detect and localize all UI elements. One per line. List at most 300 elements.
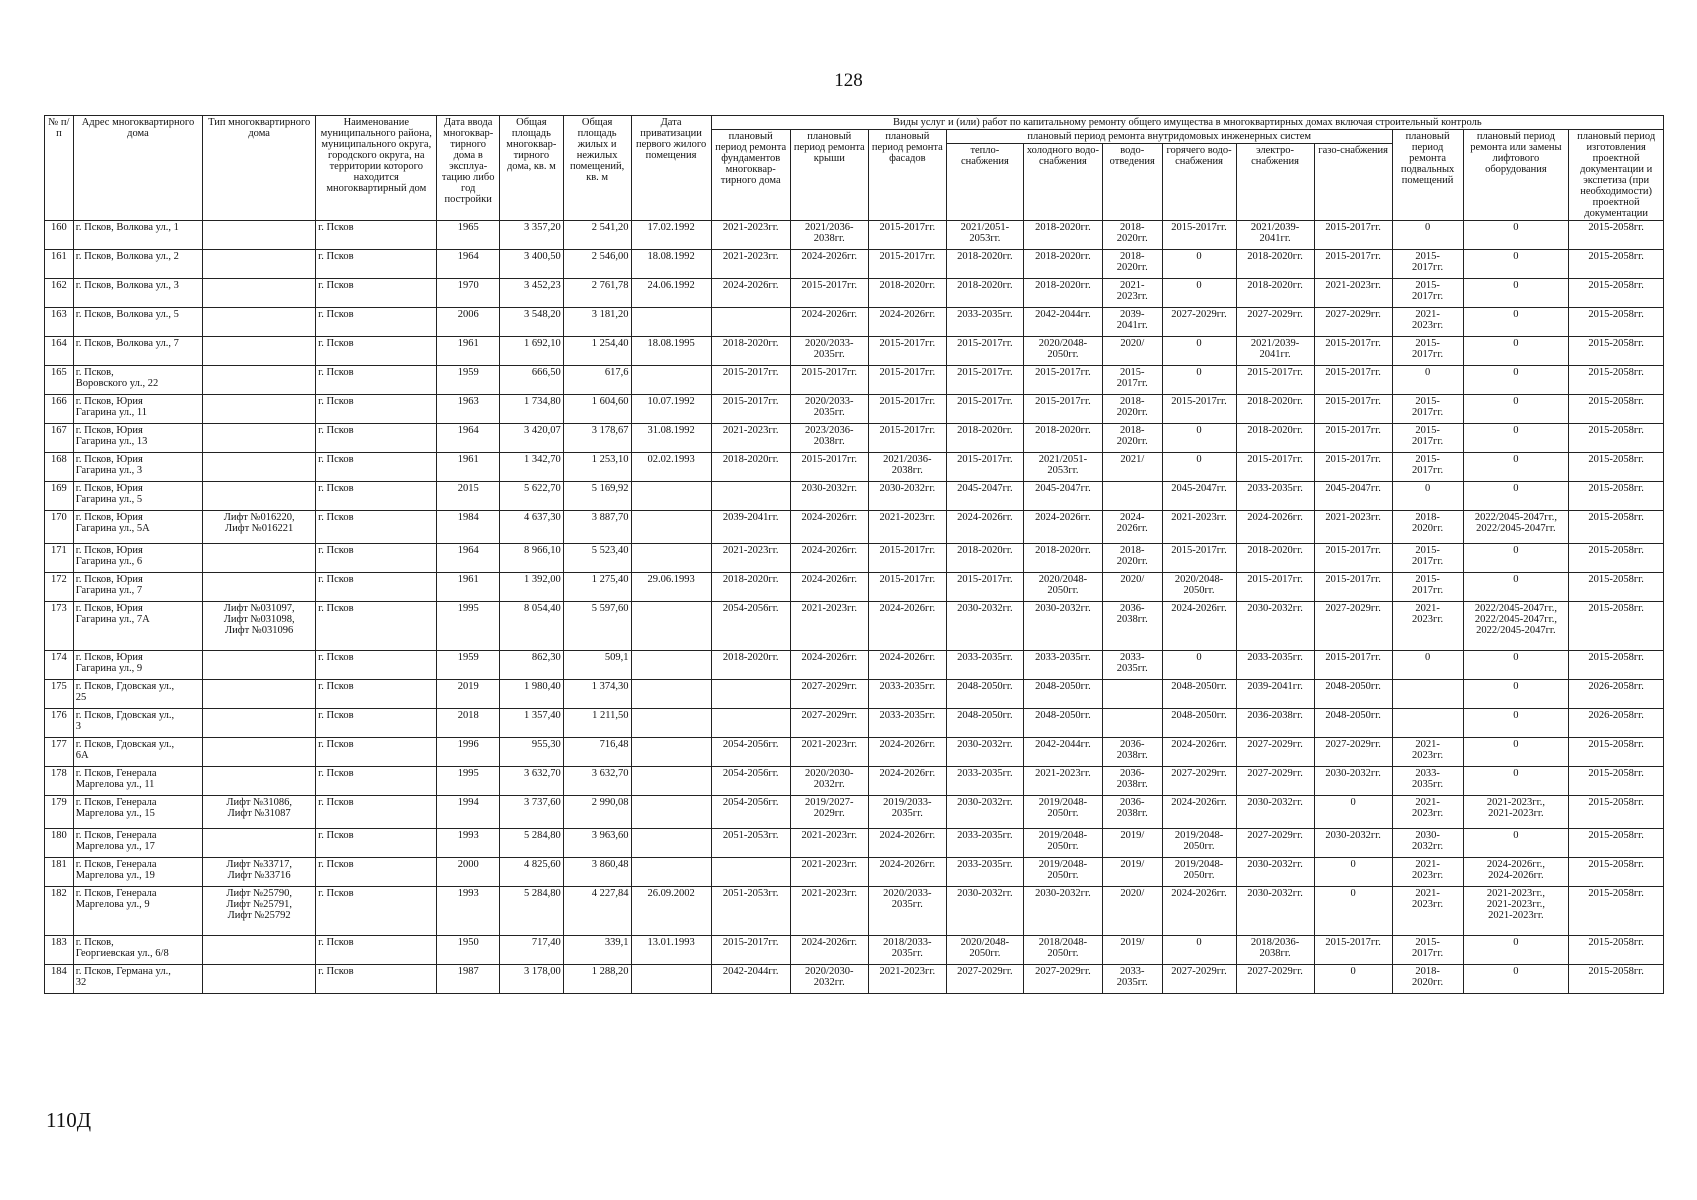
cell-roof: 2024-2026гг. [790, 511, 868, 544]
cell-municipality: г. Псков [316, 829, 437, 858]
table-row [45, 602, 1664, 651]
table-row [45, 680, 1664, 709]
cell-roof: 2024-2026гг. [790, 936, 868, 965]
cell-roof: 2023/2036- 2038гг. [790, 424, 868, 453]
cell-design-docs: 2015-2058гг. [1569, 602, 1664, 651]
header-municipality: Наименование муниципального района, муниципального округа, городского округа, на территории которого находится многоквартирный дом [316, 116, 437, 221]
cell-elevator: 0 [1463, 709, 1569, 738]
cell-basement: 2015- 2017гг. [1392, 279, 1463, 308]
cell-heat-supply: 2033-2035гг. [946, 858, 1023, 887]
cell-municipality: г. Псков [316, 767, 437, 796]
cell-electric-supply: 2018-2020гг. [1236, 279, 1314, 308]
cell-address: г. Псков, Генерала Маргелова ул., 19 [73, 858, 202, 887]
cell-gas-supply: 2021-2023гг. [1314, 279, 1392, 308]
cell-address: г. Псков, Гдовская ул., 25 [73, 680, 202, 709]
cell-living-area: 5 523,40 [563, 544, 631, 573]
cell-facade: 2015-2017гг. [868, 366, 946, 395]
cell-year: 2018 [437, 709, 500, 738]
cell-facade: 2021-2023гг. [868, 511, 946, 544]
cell-municipality: г. Псков [316, 573, 437, 602]
cell-address: г. Псков, Юрия Гагарина ул., 7А [73, 602, 202, 651]
cell-elevator: 0 [1463, 965, 1569, 994]
cell-privatization: 13.01.1993 [631, 936, 711, 965]
cell-living-area: 5 169,92 [563, 482, 631, 511]
cell-living-area: 3 178,67 [563, 424, 631, 453]
cell-elevator: 0 [1463, 221, 1569, 250]
table-row [45, 767, 1664, 796]
cell-foundation: 2015-2017гг. [711, 936, 790, 965]
cell-year: 1993 [437, 829, 500, 858]
table-row [45, 366, 1664, 395]
cell-heat-supply: 2018-2020гг. [946, 279, 1023, 308]
cell-basement: 2021- 2023гг. [1392, 887, 1463, 936]
cell-gas-supply: 2015-2017гг. [1314, 424, 1392, 453]
cell-basement: 2021- 2023гг. [1392, 308, 1463, 337]
capital-repair-table-container [44, 115, 1664, 994]
header-hot-water: горячего водо-снабжения [1162, 144, 1236, 221]
cell-design-docs: 2015-2058гг. [1569, 482, 1664, 511]
cell-address: г. Псков, Юрия Гагарина ул., 5 [73, 482, 202, 511]
cell-cold-water: 2019/2048- 2050гг. [1023, 829, 1102, 858]
table-header [45, 116, 1664, 221]
cell-num: 170 [45, 511, 74, 544]
table-row [45, 221, 1664, 250]
cell-sewerage: 2019/ [1102, 936, 1162, 965]
cell-municipality: г. Псков [316, 482, 437, 511]
cell-total-area: 3 178,00 [500, 965, 564, 994]
cell-elevator: 0 [1463, 337, 1569, 366]
cell-sewerage: 2036- 2038гг. [1102, 738, 1162, 767]
cell-design-docs: 2015-2058гг. [1569, 395, 1664, 424]
header-address: Адрес многоквартирного дома [73, 116, 202, 221]
cell-total-area: 717,40 [500, 936, 564, 965]
cell-hot-water: 2048-2050гг. [1162, 709, 1236, 738]
cell-privatization: 18.08.1995 [631, 337, 711, 366]
cell-electric-supply: 2027-2029гг. [1236, 308, 1314, 337]
page-number: 128 [834, 70, 863, 91]
cell-basement: 0 [1392, 482, 1463, 511]
cell-roof: 2021-2023гг. [790, 829, 868, 858]
cell-living-area: 2 541,20 [563, 221, 631, 250]
table-row [45, 829, 1664, 858]
cell-basement [1392, 709, 1463, 738]
cell-electric-supply: 2039-2041гг. [1236, 680, 1314, 709]
cell-year: 1959 [437, 651, 500, 680]
cell-address: г. Псков, Георгиевская ул., 6/8 [73, 936, 202, 965]
cell-heat-supply: 2033-2035гг. [946, 651, 1023, 680]
cell-num: 174 [45, 651, 74, 680]
cell-elevator: 2022/2045-2047гг., 2022/2045-2047гг. [1463, 511, 1569, 544]
cell-gas-supply: 2015-2017гг. [1314, 221, 1392, 250]
cell-privatization [631, 482, 711, 511]
cell-facade: 2024-2026гг. [868, 767, 946, 796]
cell-roof: 2024-2026гг. [790, 573, 868, 602]
cell-total-area: 3 548,20 [500, 308, 564, 337]
table-row [45, 511, 1664, 544]
cell-foundation: 2021-2023гг. [711, 221, 790, 250]
cell-elevator: 0 [1463, 453, 1569, 482]
cell-address: г. Псков, Волкова ул., 1 [73, 221, 202, 250]
cell-design-docs: 2015-2058гг. [1569, 796, 1664, 829]
cell-design-docs: 2015-2058гг. [1569, 573, 1664, 602]
header-gas-supply: газо-снабжения [1314, 144, 1392, 221]
cell-total-area: 4 637,30 [500, 511, 564, 544]
table-row [45, 887, 1664, 936]
cell-hot-water: 2015-2017гг. [1162, 221, 1236, 250]
cell-num: 184 [45, 965, 74, 994]
cell-basement: 2015- 2017гг. [1392, 424, 1463, 453]
cell-heat-supply: 2018-2020гг. [946, 424, 1023, 453]
cell-cold-water: 2021-2023гг. [1023, 767, 1102, 796]
cell-roof: 2019/2027- 2029гг. [790, 796, 868, 829]
cell-sewerage: 2018- 2020гг. [1102, 424, 1162, 453]
cell-heat-supply: 2048-2050гг. [946, 680, 1023, 709]
cell-facade: 2024-2026гг. [868, 602, 946, 651]
cell-privatization: 24.06.1992 [631, 279, 711, 308]
header-basement: плановый период ремонта подвальных помещений [1392, 130, 1463, 221]
cell-municipality: г. Псков [316, 366, 437, 395]
cell-gas-supply: 2021-2023гг. [1314, 511, 1392, 544]
cell-design-docs: 2015-2058гг. [1569, 279, 1664, 308]
cell-gas-supply: 2027-2029гг. [1314, 308, 1392, 337]
cell-foundation: 2021-2023гг. [711, 250, 790, 279]
cell-gas-supply: 2048-2050гг. [1314, 709, 1392, 738]
cell-house-type [203, 279, 316, 308]
cell-roof: 2015-2017гг. [790, 279, 868, 308]
cell-hot-water: 2019/2048- 2050гг. [1162, 858, 1236, 887]
cell-design-docs: 2015-2058гг. [1569, 651, 1664, 680]
cell-electric-supply: 2030-2032гг. [1236, 602, 1314, 651]
cell-design-docs: 2015-2058гг. [1569, 936, 1664, 965]
cell-electric-supply: 2027-2029гг. [1236, 965, 1314, 994]
cell-sewerage: 2036- 2038гг. [1102, 602, 1162, 651]
cell-municipality: г. Псков [316, 424, 437, 453]
cell-gas-supply: 0 [1314, 887, 1392, 936]
cell-facade: 2033-2035гг. [868, 680, 946, 709]
cell-foundation: 2054-2056гг. [711, 767, 790, 796]
cell-roof: 2024-2026гг. [790, 308, 868, 337]
cell-hot-water: 0 [1162, 250, 1236, 279]
header-num: № п/п [45, 116, 74, 221]
cell-sewerage: 2024- 2026гг. [1102, 511, 1162, 544]
cell-house-type [203, 424, 316, 453]
cell-year: 1965 [437, 221, 500, 250]
cell-living-area: 3 632,70 [563, 767, 631, 796]
cell-design-docs: 2026-2058гг. [1569, 709, 1664, 738]
cell-facade: 2015-2017гг. [868, 337, 946, 366]
cell-basement: 2015- 2017гг. [1392, 395, 1463, 424]
cell-electric-supply: 2021/2039- 2041гг. [1236, 221, 1314, 250]
cell-num: 171 [45, 544, 74, 573]
cell-elevator: 0 [1463, 279, 1569, 308]
cell-hot-water: 0 [1162, 337, 1236, 366]
cell-num: 180 [45, 829, 74, 858]
cell-num: 164 [45, 337, 74, 366]
cell-municipality: г. Псков [316, 936, 437, 965]
cell-privatization [631, 709, 711, 738]
cell-heat-supply: 2015-2017гг. [946, 395, 1023, 424]
cell-total-area: 1 342,70 [500, 453, 564, 482]
header-total-area: Общая площадь многоквар-тирного дома, кв. м [500, 116, 564, 221]
cell-house-type: Лифт №25790, Лифт №25791, Лифт №25792 [203, 887, 316, 936]
cell-sewerage: 2021- 2023гг. [1102, 279, 1162, 308]
cell-year: 1996 [437, 738, 500, 767]
cell-year: 1961 [437, 337, 500, 366]
cell-design-docs: 2015-2058гг. [1569, 965, 1664, 994]
cell-heat-supply: 2048-2050гг. [946, 709, 1023, 738]
cell-sewerage: 2036- 2038гг. [1102, 796, 1162, 829]
cell-elevator: 0 [1463, 366, 1569, 395]
cell-facade: 2015-2017гг. [868, 573, 946, 602]
cell-design-docs: 2015-2058гг. [1569, 544, 1664, 573]
cell-design-docs: 2015-2058гг. [1569, 250, 1664, 279]
cell-cold-water: 2030-2032гг. [1023, 887, 1102, 936]
cell-roof: 2021-2023гг. [790, 602, 868, 651]
cell-sewerage: 2033- 2035гг. [1102, 965, 1162, 994]
cell-total-area: 3 420,07 [500, 424, 564, 453]
cell-num: 175 [45, 680, 74, 709]
cell-cold-water: 2018/2048- 2050гг. [1023, 936, 1102, 965]
cell-foundation: 2021-2023гг. [711, 424, 790, 453]
cell-basement: 2030- 2032гг. [1392, 829, 1463, 858]
header-facade: плановый период ремонта фасадов [868, 130, 946, 221]
cell-sewerage: 2020/ [1102, 887, 1162, 936]
cell-living-area: 2 546,00 [563, 250, 631, 279]
cell-heat-supply: 2021/2051- 2053гг. [946, 221, 1023, 250]
cell-address: г. Псков, Генерала Маргелова ул., 15 [73, 796, 202, 829]
cell-year: 1961 [437, 573, 500, 602]
cell-electric-supply: 2027-2029гг. [1236, 738, 1314, 767]
cell-address: г. Псков, Юрия Гагарина ул., 9 [73, 651, 202, 680]
cell-basement: 2015- 2017гг. [1392, 936, 1463, 965]
cell-electric-supply: 2030-2032гг. [1236, 858, 1314, 887]
cell-living-area: 1 604,60 [563, 395, 631, 424]
header-heat-supply: тепло-снабжения [946, 144, 1023, 221]
cell-roof: 2021-2023гг. [790, 738, 868, 767]
cell-foundation [711, 858, 790, 887]
cell-privatization [631, 738, 711, 767]
cell-facade: 2015-2017гг. [868, 544, 946, 573]
cell-municipality: г. Псков [316, 965, 437, 994]
cell-total-area: 3 357,20 [500, 221, 564, 250]
cell-num: 179 [45, 796, 74, 829]
cell-municipality: г. Псков [316, 709, 437, 738]
table-body [45, 221, 1664, 994]
cell-elevator: 0 [1463, 482, 1569, 511]
cell-privatization [631, 680, 711, 709]
cell-electric-supply: 2036-2038гг. [1236, 709, 1314, 738]
cell-electric-supply: 2018-2020гг. [1236, 250, 1314, 279]
cell-gas-supply: 2030-2032гг. [1314, 767, 1392, 796]
cell-house-type [203, 366, 316, 395]
cell-gas-supply: 2015-2017гг. [1314, 395, 1392, 424]
cell-foundation: 2015-2017гг. [711, 366, 790, 395]
cell-sewerage: 2020/ [1102, 337, 1162, 366]
cell-roof: 2027-2029гг. [790, 680, 868, 709]
cell-heat-supply: 2033-2035гг. [946, 767, 1023, 796]
cell-cold-water: 2018-2020гг. [1023, 279, 1102, 308]
cell-hot-water: 2020/2048- 2050гг. [1162, 573, 1236, 602]
cell-num: 183 [45, 936, 74, 965]
cell-house-type: Лифт №31086, Лифт №31087 [203, 796, 316, 829]
cell-total-area: 666,50 [500, 366, 564, 395]
cell-house-type [203, 767, 316, 796]
cell-gas-supply: 0 [1314, 965, 1392, 994]
cell-num: 177 [45, 738, 74, 767]
cell-basement: 2033- 2035гг. [1392, 767, 1463, 796]
cell-elevator: 0 [1463, 573, 1569, 602]
cell-num: 167 [45, 424, 74, 453]
cell-privatization [631, 511, 711, 544]
cell-basement: 2015- 2017гг. [1392, 573, 1463, 602]
cell-num: 169 [45, 482, 74, 511]
cell-living-area: 1 288,20 [563, 965, 631, 994]
cell-sewerage: 2036- 2038гг. [1102, 767, 1162, 796]
cell-facade: 2015-2017гг. [868, 221, 946, 250]
cell-roof: 2021-2023гг. [790, 858, 868, 887]
cell-cold-water: 2018-2020гг. [1023, 221, 1102, 250]
cell-hot-water: 2015-2017гг. [1162, 544, 1236, 573]
table-row [45, 651, 1664, 680]
cell-sewerage: 2018- 2020гг. [1102, 221, 1162, 250]
cell-basement: 2015- 2017гг. [1392, 453, 1463, 482]
cell-total-area: 1 392,00 [500, 573, 564, 602]
cell-facade: 2018/2033- 2035гг. [868, 936, 946, 965]
cell-hot-water: 0 [1162, 424, 1236, 453]
cell-num: 181 [45, 858, 74, 887]
cell-sewerage: 2015- 2017гг. [1102, 366, 1162, 395]
table-row [45, 279, 1664, 308]
cell-municipality: г. Псков [316, 395, 437, 424]
cell-foundation: 2018-2020гг. [711, 573, 790, 602]
cell-design-docs: 2015-2058гг. [1569, 366, 1664, 395]
cell-hot-water: 2024-2026гг. [1162, 796, 1236, 829]
cell-hot-water: 2027-2029гг. [1162, 965, 1236, 994]
cell-total-area: 1 357,40 [500, 709, 564, 738]
cell-hot-water: 2015-2017гг. [1162, 395, 1236, 424]
cell-num: 172 [45, 573, 74, 602]
cell-address: г. Псков, Волкова ул., 7 [73, 337, 202, 366]
table-row [45, 395, 1664, 424]
cell-total-area: 8 054,40 [500, 602, 564, 651]
cell-facade: 2024-2026гг. [868, 738, 946, 767]
cell-gas-supply: 2015-2017гг. [1314, 337, 1392, 366]
cell-house-type [203, 453, 316, 482]
cell-living-area: 3 963,60 [563, 829, 631, 858]
cell-foundation: 2054-2056гг. [711, 738, 790, 767]
cell-year: 1961 [437, 453, 500, 482]
cell-roof: 2030-2032гг. [790, 482, 868, 511]
cell-basement: 2021- 2023гг. [1392, 738, 1463, 767]
cell-address: г. Псков, Юрия Гагарина ул., 11 [73, 395, 202, 424]
cell-cold-water: 2024-2026гг. [1023, 511, 1102, 544]
cell-foundation [711, 680, 790, 709]
cell-heat-supply: 2030-2032гг. [946, 738, 1023, 767]
cell-roof: 2020/2033- 2035гг. [790, 395, 868, 424]
cell-living-area: 339,1 [563, 936, 631, 965]
table-row [45, 858, 1664, 887]
cell-design-docs: 2015-2058гг. [1569, 829, 1664, 858]
cell-privatization: 17.02.1992 [631, 221, 711, 250]
cell-foundation: 2015-2017гг. [711, 395, 790, 424]
cell-house-type [203, 544, 316, 573]
cell-address: г. Псков, Генерала Маргелова ул., 9 [73, 887, 202, 936]
cell-facade: 2020/2033- 2035гг. [868, 887, 946, 936]
cell-hot-water: 2021-2023гг. [1162, 511, 1236, 544]
cell-foundation: 2018-2020гг. [711, 337, 790, 366]
cell-living-area: 1 211,50 [563, 709, 631, 738]
cell-year: 1964 [437, 544, 500, 573]
cell-total-area: 5 622,70 [500, 482, 564, 511]
cell-sewerage [1102, 680, 1162, 709]
table-row [45, 738, 1664, 767]
header-engineering-group: плановый период ремонта внутридомовых инженерных систем [946, 130, 1392, 144]
cell-house-type: Лифт №016220, Лифт №016221 [203, 511, 316, 544]
cell-total-area: 955,30 [500, 738, 564, 767]
cell-total-area: 862,30 [500, 651, 564, 680]
cell-num: 162 [45, 279, 74, 308]
cell-living-area: 1 374,30 [563, 680, 631, 709]
cell-heat-supply: 2018-2020гг. [946, 250, 1023, 279]
footer-code: 110Д [46, 1108, 92, 1132]
cell-cold-water: 2045-2047гг. [1023, 482, 1102, 511]
cell-total-area: 3 452,23 [500, 279, 564, 308]
cell-foundation: 2051-2053гг. [711, 829, 790, 858]
cell-privatization: 26.09.2002 [631, 887, 711, 936]
header-works-group: Виды услуг и (или) работ по капитальному ремонту общего имущества в многоквартирных домах включая строительный контроль [711, 116, 1663, 130]
cell-address: г. Псков, Германа ул., 32 [73, 965, 202, 994]
cell-electric-supply: 2030-2032гг. [1236, 796, 1314, 829]
cell-num: 178 [45, 767, 74, 796]
cell-foundation: 2039-2041гг. [711, 511, 790, 544]
cell-privatization [631, 651, 711, 680]
cell-design-docs: 2015-2058гг. [1569, 424, 1664, 453]
table-row [45, 573, 1664, 602]
cell-num: 160 [45, 221, 74, 250]
capital-repair-table [44, 115, 1664, 994]
cell-heat-supply: 2033-2035гг. [946, 308, 1023, 337]
header-commission-date: Дата ввода многоквар-тирного дома в эксплуа-тацию либо год постройки [437, 116, 500, 221]
cell-municipality: г. Псков [316, 453, 437, 482]
cell-roof: 2020/2030- 2032гг. [790, 767, 868, 796]
cell-total-area: 3 400,50 [500, 250, 564, 279]
cell-living-area: 3 887,70 [563, 511, 631, 544]
cell-sewerage: 2021/ [1102, 453, 1162, 482]
cell-num: 176 [45, 709, 74, 738]
cell-facade: 2018-2020гг. [868, 279, 946, 308]
cell-gas-supply: 2015-2017гг. [1314, 651, 1392, 680]
cell-living-area: 4 227,84 [563, 887, 631, 936]
cell-facade: 2021/2036- 2038гг. [868, 453, 946, 482]
cell-house-type [203, 221, 316, 250]
cell-elevator: 0 [1463, 936, 1569, 965]
cell-sewerage: 2019/ [1102, 858, 1162, 887]
cell-gas-supply: 2015-2017гг. [1314, 936, 1392, 965]
cell-cold-water: 2018-2020гг. [1023, 424, 1102, 453]
cell-privatization [631, 544, 711, 573]
cell-house-type [203, 709, 316, 738]
cell-house-type: Лифт №33717, Лифт №33716 [203, 858, 316, 887]
cell-foundation: 2018-2020гг. [711, 651, 790, 680]
header-living-area: Общая площадь жилых и нежилых помещений, кв. м [563, 116, 631, 221]
cell-heat-supply: 2024-2026гг. [946, 511, 1023, 544]
cell-elevator: 2021-2023гг., 2021-2023гг. [1463, 796, 1569, 829]
cell-privatization [631, 767, 711, 796]
cell-year: 1994 [437, 796, 500, 829]
cell-total-area: 8 966,10 [500, 544, 564, 573]
cell-electric-supply: 2018-2020гг. [1236, 544, 1314, 573]
cell-elevator: 2022/2045-2047гг., 2022/2045-2047гг., 2022/2045-2047гг. [1463, 602, 1569, 651]
